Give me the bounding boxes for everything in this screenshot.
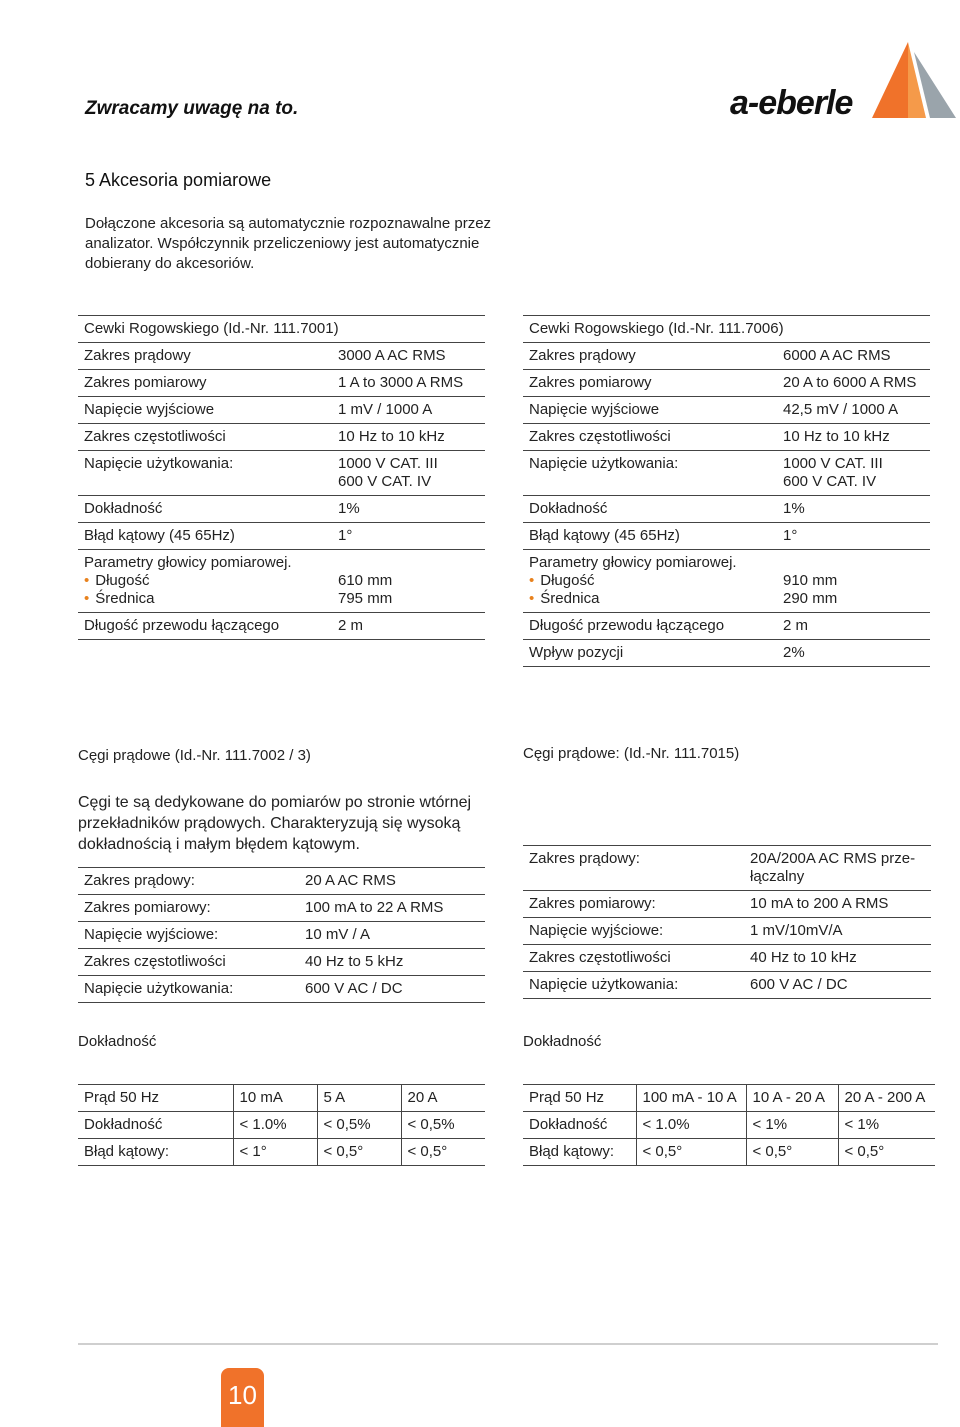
table-cell: < 0,5° bbox=[317, 1139, 401, 1166]
section-title: 5 Akcesoria pomiarowe bbox=[85, 170, 272, 190]
table-cell: 20 A - 200 A bbox=[838, 1085, 935, 1112]
table-cell: Dokładność bbox=[78, 1112, 233, 1139]
page-tagline: Zwracamy uwagę na to. bbox=[85, 98, 299, 119]
table-cell: 5 A bbox=[317, 1085, 401, 1112]
head-list bbox=[529, 572, 771, 608]
table-row bbox=[523, 424, 930, 451]
row-label: Zakres prądowy: bbox=[78, 868, 299, 895]
row-value: 10 mA to 200 A RMS bbox=[744, 891, 931, 918]
row-value: 20 A to 6000 A RMS bbox=[777, 370, 930, 397]
row-label bbox=[78, 550, 332, 613]
table-row bbox=[78, 1139, 485, 1166]
table-cell: < 0,5° bbox=[838, 1139, 935, 1166]
rogowski-7001-table bbox=[78, 315, 485, 640]
table-row bbox=[523, 1139, 935, 1166]
clamp-7015-accuracy-caption: Dokładność bbox=[523, 1033, 602, 1050]
row-label: Zakres prądowy bbox=[523, 343, 777, 370]
table-cell: Prąd 50 Hz bbox=[523, 1085, 636, 1112]
table-cell: < 1% bbox=[838, 1112, 935, 1139]
page-number: 10 bbox=[228, 1380, 257, 1410]
table-cell: 10 mA bbox=[233, 1085, 317, 1112]
row-label: Dokładność bbox=[523, 496, 777, 523]
row-value bbox=[332, 451, 485, 496]
clamp-7015-caption: Cęgi prądowe: (Id.-Nr. 111.7015) bbox=[523, 745, 740, 762]
row-label: Zakres pomiarowy: bbox=[78, 895, 299, 922]
table-cell: < 0,5° bbox=[636, 1139, 746, 1166]
table-row bbox=[78, 1085, 485, 1112]
row-label: Błąd kątowy (45 65Hz) bbox=[523, 523, 777, 550]
table-row bbox=[523, 846, 931, 891]
row-label: Wpływ pozycji bbox=[523, 640, 777, 667]
row-value: 2% bbox=[777, 640, 930, 667]
table-row bbox=[523, 1085, 935, 1112]
row-label: Napięcie wyjściowe: bbox=[78, 922, 299, 949]
table-row bbox=[523, 451, 930, 496]
table-cell: < 1.0% bbox=[233, 1112, 317, 1139]
section-intro: Dołączone akcesoria są automatycznie rozpoznawalne przez analizator. Współczynnik przeliczeniowy jest automatycznie dobierany do akcesoriów. bbox=[85, 215, 492, 272]
table-row bbox=[523, 640, 930, 667]
row-value: 10 Hz to 10 kHz bbox=[777, 424, 930, 451]
table-row bbox=[78, 370, 485, 397]
clamp-7002-table bbox=[78, 867, 485, 1003]
table-row bbox=[78, 613, 485, 640]
table-cell: < 0,5% bbox=[401, 1112, 485, 1139]
table-row bbox=[523, 1112, 935, 1139]
head-label: Parametry głowicy pomiarowej. bbox=[84, 554, 292, 571]
row-value: 1 A to 3000 A RMS bbox=[332, 370, 485, 397]
row-value: 40 Hz to 5 kHz bbox=[299, 949, 485, 976]
clamp-7015-table bbox=[523, 845, 931, 999]
row-value: 1° bbox=[777, 523, 930, 550]
row-label: Napięcie użytkowania: bbox=[78, 976, 299, 1003]
row-value: 20A/200A AC RMS prze-łączalny bbox=[744, 846, 931, 891]
table-cell: < 1° bbox=[233, 1139, 317, 1166]
clamp-7002-paragraph: Cęgi te są dedykowane do pomiarów po stronie wtórnej przekładników prądowych. Charakteryzują się wysoką dokładnością i małym błędem kątowym. bbox=[78, 794, 472, 853]
clamp-7015-accuracy-table bbox=[523, 1084, 935, 1166]
row-value: 6000 A AC RMS bbox=[777, 343, 930, 370]
row-value: 3000 A AC RMS bbox=[332, 343, 485, 370]
row-value: 20 A AC RMS bbox=[299, 868, 485, 895]
row-value: 2 m bbox=[332, 613, 485, 640]
table-row bbox=[78, 868, 485, 895]
row-value bbox=[777, 451, 930, 496]
row-value: 1% bbox=[777, 496, 930, 523]
head-list bbox=[84, 572, 326, 608]
list-item: • Średnica bbox=[84, 590, 326, 608]
clamp-7002-accuracy-table bbox=[78, 1084, 485, 1166]
table-header: Cewki Rogowskiego (Id.-Nr. 111.7001) bbox=[78, 316, 485, 343]
table-row bbox=[78, 424, 485, 451]
table-cell: < 0,5% bbox=[317, 1112, 401, 1139]
table-row bbox=[523, 496, 930, 523]
table-row bbox=[523, 945, 931, 972]
footer-divider bbox=[78, 1343, 938, 1345]
row-value: 1 mV/10mV/A bbox=[744, 918, 931, 945]
row-label: Zakres częstotliwości bbox=[78, 424, 332, 451]
row-label: Zakres pomiarowy bbox=[523, 370, 777, 397]
table-row bbox=[523, 972, 931, 999]
row-label: Napięcie wyjściowe bbox=[523, 397, 777, 424]
table-cell: < 1% bbox=[746, 1112, 838, 1139]
table-header-row bbox=[523, 316, 930, 343]
row-value: 600 V AC / DC bbox=[744, 972, 931, 999]
list-item: • Średnica bbox=[529, 590, 771, 608]
logo-text: a-eberle bbox=[730, 84, 853, 122]
row-label: Długość przewodu łączącego bbox=[78, 613, 332, 640]
table-cell: < 0,5° bbox=[401, 1139, 485, 1166]
row-label: Napięcie użytkowania: bbox=[523, 451, 777, 496]
voltage-value: 1000 V CAT. III bbox=[783, 455, 883, 472]
table-row bbox=[78, 523, 485, 550]
table-cell: Prąd 50 Hz bbox=[78, 1085, 233, 1112]
list-item: • Długość bbox=[529, 572, 771, 590]
row-value: 100 mA to 22 A RMS bbox=[299, 895, 485, 922]
table-row bbox=[78, 496, 485, 523]
table-row bbox=[78, 343, 485, 370]
table-cell: Błąd kątowy: bbox=[523, 1139, 636, 1166]
table-cell: < 0,5° bbox=[746, 1139, 838, 1166]
table-row bbox=[523, 370, 930, 397]
head-label: Parametry głowicy pomiarowej. bbox=[529, 554, 737, 571]
row-value bbox=[777, 550, 930, 613]
row-label: Zakres częstotliwości bbox=[523, 945, 744, 972]
voltage-value: 1000 V CAT. III bbox=[338, 455, 438, 472]
row-value: 1% bbox=[332, 496, 485, 523]
row-label: Zakres pomiarowy bbox=[78, 370, 332, 397]
row-label: Napięcie użytkowania: bbox=[78, 451, 332, 496]
table-row bbox=[78, 949, 485, 976]
list-item: • Długość bbox=[84, 572, 326, 590]
head-value: 290 mm bbox=[783, 590, 838, 607]
company-logo bbox=[730, 40, 960, 130]
row-label: Napięcie wyjściowe: bbox=[523, 918, 744, 945]
row-value: 10 Hz to 10 kHz bbox=[332, 424, 485, 451]
table-header-row bbox=[78, 316, 485, 343]
row-label: Zakres częstotliwości bbox=[523, 424, 777, 451]
table-row bbox=[78, 550, 485, 613]
row-value bbox=[332, 550, 485, 613]
table-row bbox=[78, 976, 485, 1003]
row-label: Długość przewodu łączącego bbox=[523, 613, 777, 640]
table-row bbox=[523, 613, 930, 640]
row-value: 42,5 mV / 1000 A bbox=[777, 397, 930, 424]
row-label: Zakres prądowy bbox=[78, 343, 332, 370]
table-row bbox=[78, 922, 485, 949]
clamp-7002-caption: Cęgi prądowe (Id.-Nr. 111.7002 / 3) bbox=[78, 747, 311, 764]
table-row bbox=[523, 343, 930, 370]
row-label: Napięcie wyjściowe bbox=[78, 397, 332, 424]
row-label: Dokładność bbox=[78, 496, 332, 523]
logo-triangle-icon bbox=[868, 40, 960, 122]
row-value: 10 mV / A bbox=[299, 922, 485, 949]
row-label bbox=[523, 550, 777, 613]
table-row bbox=[78, 1112, 485, 1139]
table-cell: Dokładność bbox=[523, 1112, 636, 1139]
table-row bbox=[78, 397, 485, 424]
table-row bbox=[523, 523, 930, 550]
table-cell: Błąd kątowy: bbox=[78, 1139, 233, 1166]
row-label: Zakres pomiarowy: bbox=[523, 891, 744, 918]
table-row bbox=[523, 550, 930, 613]
row-value: 2 m bbox=[777, 613, 930, 640]
row-label: Napięcie użytkowania: bbox=[523, 972, 744, 999]
row-label: Błąd kątowy (45 65Hz) bbox=[78, 523, 332, 550]
table-header: Cewki Rogowskiego (Id.-Nr. 111.7006) bbox=[523, 316, 930, 343]
table-row bbox=[523, 918, 931, 945]
row-value: 40 Hz to 10 kHz bbox=[744, 945, 931, 972]
clamp-7002-accuracy-caption: Dokładność bbox=[78, 1033, 157, 1050]
table-cell: < 1.0% bbox=[636, 1112, 746, 1139]
table-row bbox=[523, 891, 931, 918]
head-value: 795 mm bbox=[338, 590, 393, 607]
table-cell: 10 A - 20 A bbox=[746, 1085, 838, 1112]
row-label: Zakres częstotliwości bbox=[78, 949, 299, 976]
row-label: Zakres prądowy: bbox=[523, 846, 744, 891]
head-value: 610 mm bbox=[338, 572, 393, 589]
table-cell: 20 A bbox=[401, 1085, 485, 1112]
row-value: 1° bbox=[332, 523, 485, 550]
voltage-value: 600 V CAT. IV bbox=[783, 473, 877, 490]
table-row bbox=[78, 451, 485, 496]
voltage-value: 600 V CAT. IV bbox=[338, 473, 432, 490]
row-value: 600 V AC / DC bbox=[299, 976, 485, 1003]
table-row bbox=[523, 397, 930, 424]
page-number-tab bbox=[221, 1368, 264, 1427]
table-row bbox=[78, 895, 485, 922]
table-cell: 100 mA - 10 A bbox=[636, 1085, 746, 1112]
rogowski-7006-table bbox=[523, 315, 930, 667]
head-value: 910 mm bbox=[783, 572, 838, 589]
row-value: 1 mV / 1000 A bbox=[332, 397, 485, 424]
